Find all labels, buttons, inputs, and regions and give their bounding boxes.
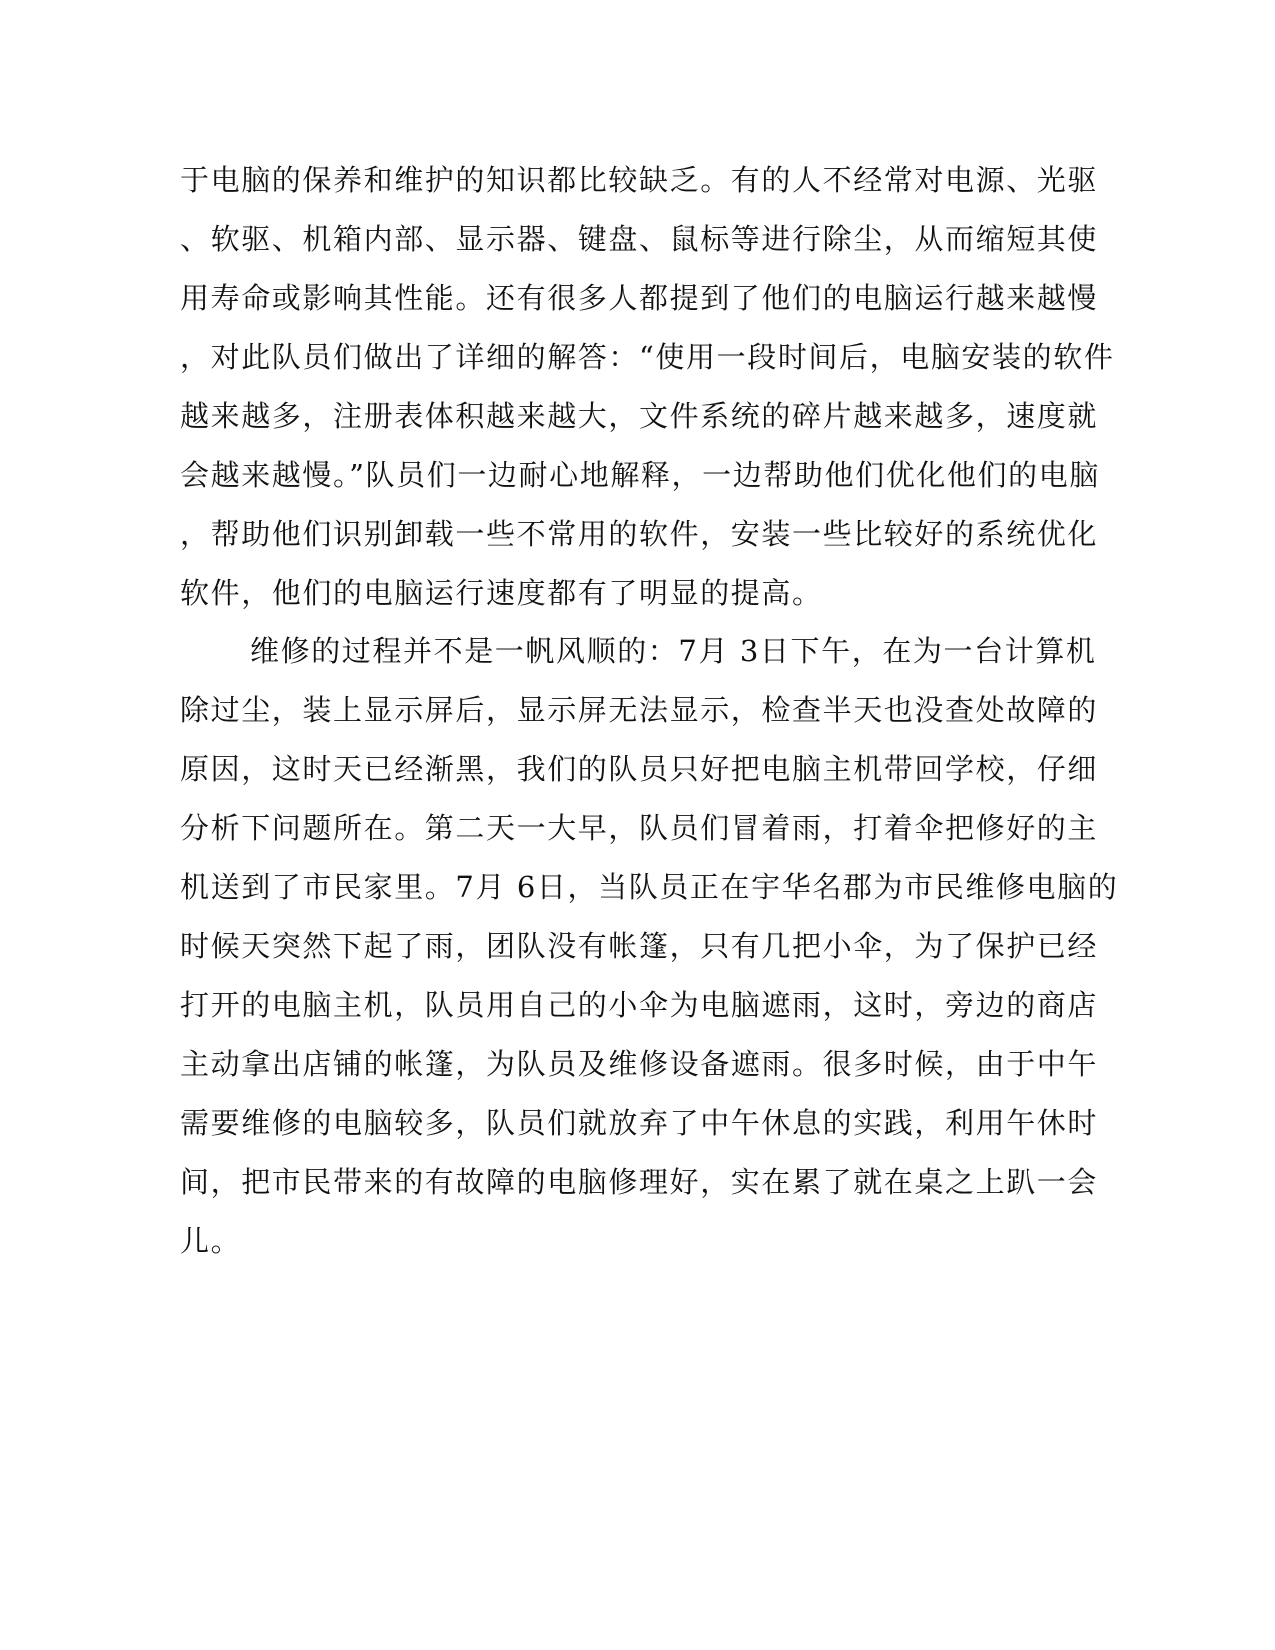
text-line: 除过尘，装上显示屏后，显示屏无法显示，检查半天也没查处故障的 [180, 693, 1099, 727]
text-line: 分析下问题所在。第二天一大早，队员们冒着雨，打着伞把修好的主 [180, 811, 1099, 845]
text-line: 间，把市民带来的有故障的电脑修理好，实在累了就在桌之上趴一会 [180, 1165, 1099, 1199]
text-line: ，对此队员们做出了详细的解答：“使用一段时间后，电脑安装的软件 [180, 340, 1115, 374]
text-line: 维修的过程并不是一帆风顺的：7月 3日下午，在为一台计算机 [250, 634, 1097, 668]
text-line: 用寿命或影响其性能。还有很多人都提到了他们的电脑运行越来越慢 [180, 281, 1099, 315]
text-line: 打开的电脑主机，队员用自己的小伞为电脑遮雨，这时，旁边的商店 [180, 988, 1099, 1022]
text-line: 需要维修的电脑较多，队员们就放弃了中午休息的实践，利用午休时 [180, 1106, 1099, 1140]
text-line: 、软驱、机箱内部、显示器、键盘、鼠标等进行除尘，从而缩短其使 [180, 222, 1099, 256]
text-line: 于电脑的保养和维护的知识都比较缺乏。有的人不经常对电源、光驱 [180, 163, 1099, 197]
text-line: 时候天突然下起了雨，团队没有帐篷，只有几把小伞，为了保护已经 [180, 929, 1099, 963]
text-line: 越来越多，注册表体积越来越大，文件系统的碎片越来越多，速度就 [180, 399, 1099, 433]
text-line: 主动拿出店铺的帐篷，为队员及维修设备遮雨。很多时候，由于中午 [180, 1047, 1099, 1081]
text-line: 原因，这时天已经渐黑，我们的队员只好把电脑主机带回学校，仔细 [180, 752, 1099, 786]
text-line: 儿。 [180, 1224, 242, 1258]
text-line: 机送到了市民家里。7月 6日，当队员正在宇华名郡为市民维修电脑的 [180, 870, 1119, 904]
text-line: 会越来越慢。”队员们一边耐心地解释，一边帮助他们优化他们的电脑 [180, 458, 1100, 492]
text-line: 软件，他们的电脑运行速度都有了明显的提高。 [180, 576, 823, 610]
text-line: ，帮助他们识别卸载一些不常用的软件，安装一些比较好的系统优化 [180, 517, 1099, 551]
